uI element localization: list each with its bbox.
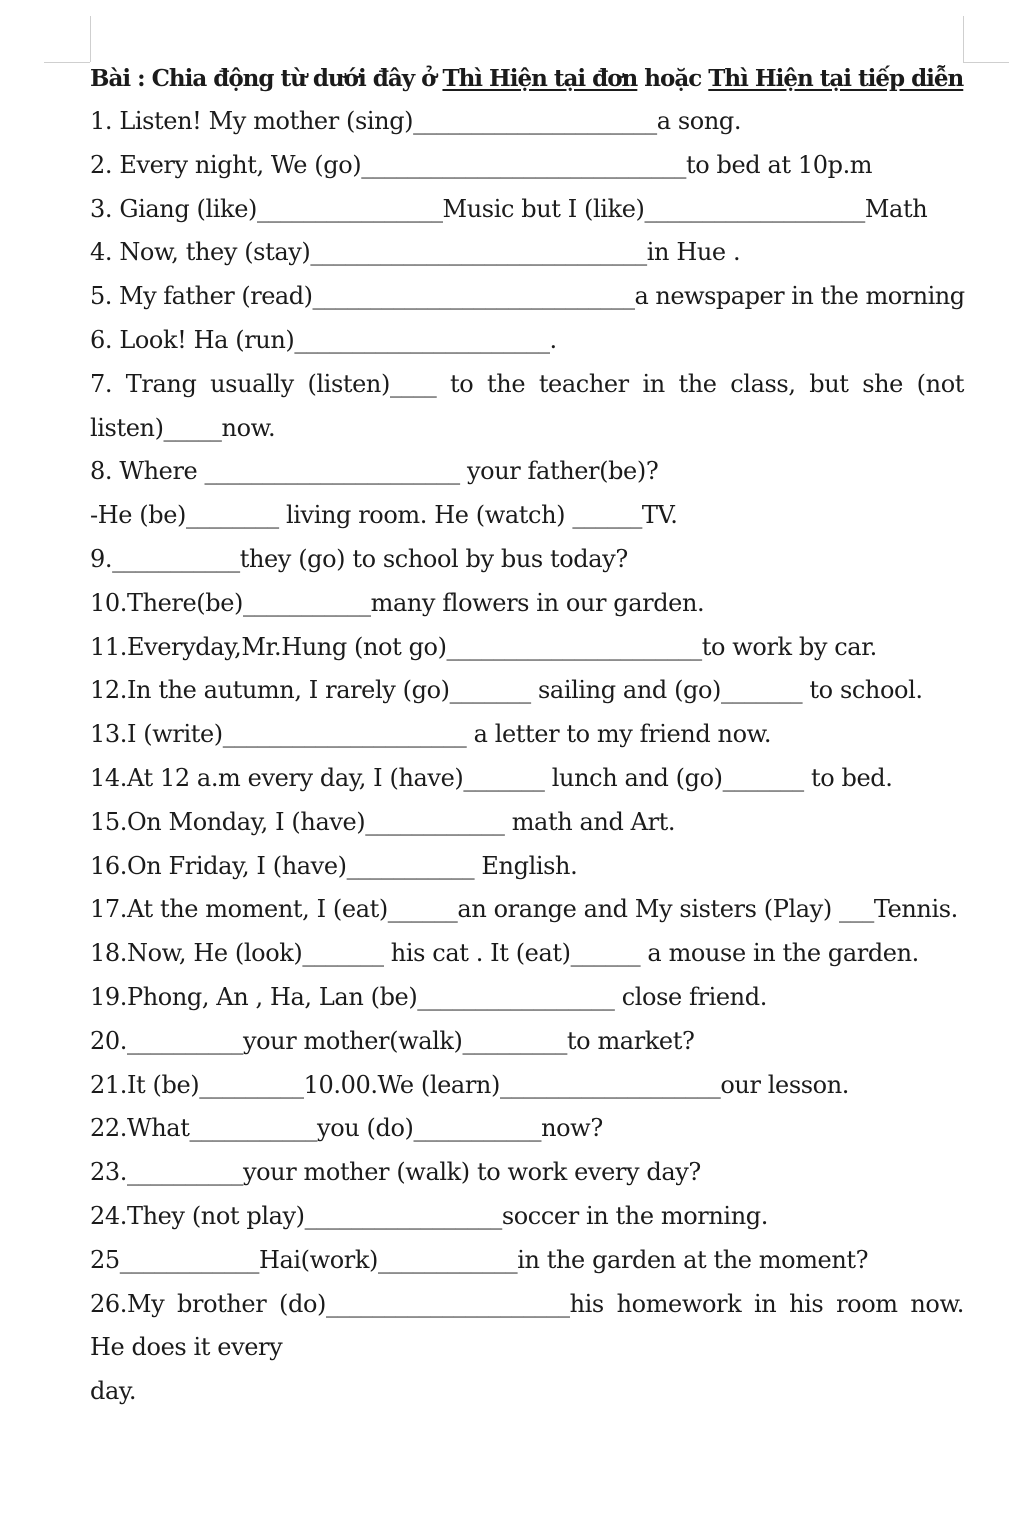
exercise-line-17: 17.At the moment, I (eat)______an orange and My sisters (Play) ___Tennis. xyxy=(90,895,958,924)
title-tense-simple-present: Thì Hiện tại đơn xyxy=(442,65,638,92)
exercise-line-20: 20.__________your mother(walk)_________to market? xyxy=(90,1026,695,1055)
exercise-line-22: 22.What___________you (do)___________now? xyxy=(90,1114,603,1143)
exercise-line-3: 3. Giang (like)________________Music but I (like)___________________Math xyxy=(90,194,928,223)
exercise-line-18: 18.Now, He (look)_______ his cat . It (eat)______ a mouse in the garden. xyxy=(90,939,919,968)
exercise-line-1: 1. Listen! My mother (sing)_____________________a song. xyxy=(90,107,742,135)
title-prefix: Bài : Chia động từ dưới đây ở xyxy=(90,65,443,92)
title-tense-present-continuous: Thì Hiện tại tiếp diễn xyxy=(708,65,964,92)
exercise-line-8: 8. Where ______________________ your father(be)? xyxy=(90,457,659,486)
page-corner-mark xyxy=(44,62,90,63)
exercise-line-26: 26.My brother (do)_____________________his homework in his room now. xyxy=(90,1289,964,1318)
exercise-line-25: 25____________Hai(work)____________in the garden at the moment? xyxy=(90,1245,869,1274)
exercise-line-7-continued: listen)_____now. xyxy=(90,413,276,442)
exercise-line-11: 11.Everyday,Mr.Hung (not go)______________________to work by car. xyxy=(90,632,877,661)
exercise-content xyxy=(90,60,964,1414)
exercise-line-21: 21.It (be)_________10.00.We (learn)___________________our lesson. xyxy=(90,1070,849,1099)
exercise-line-16: 16.On Friday, I (have)___________ English. xyxy=(90,851,578,880)
exercise-line-12: 12.In the autumn, I rarely (go)_______ sailing and (go)_______ to school. xyxy=(90,676,923,705)
exercise-line-5: 5. My father (read)____________________________a newspaper in the morning xyxy=(90,282,965,311)
exercise-line-13: 13.I (write)_____________________ a letter to my friend now. xyxy=(90,720,772,749)
exercise-line-19: 19.Phong, An , Ha, Lan (be)_________________ close friend. xyxy=(90,982,767,1011)
exercise-line-10: 10.There(be)___________many flowers in our garden. xyxy=(90,588,705,617)
exercise-line-2: 2. Every night, We (go)____________________________to bed at 10p.m xyxy=(90,150,873,179)
exercise-line-14: 14.At 12 a.m every day, I (have)_______ lunch and (go)_______ to bed. xyxy=(90,763,893,792)
exercise-title xyxy=(90,60,964,100)
exercise-line-24: 24.They (not play)_________________soccer in the morning. xyxy=(90,1201,768,1230)
exercise-line-7: 7. Trang usually (listen)____ to the teacher in the class, but she (not xyxy=(90,369,964,398)
exercise-line-23: 23.__________your mother (walk) to work every day? xyxy=(90,1158,701,1187)
exercise-line-6: 6. Look! Ha (run)______________________. xyxy=(90,325,557,354)
exercise-line-9: 9.___________they (go) to school by bus today? xyxy=(90,544,628,573)
page-corner-mark xyxy=(963,16,964,62)
exercise-line-26-end: day. xyxy=(90,1377,137,1406)
page-corner-mark xyxy=(963,62,1009,63)
exercise-line-26-continued: He does it every xyxy=(90,1333,283,1362)
exercise-line-8-answer: -He (be)________ living room. He (watch) ______TV. xyxy=(90,501,678,530)
title-connector: hoặc xyxy=(637,65,709,92)
page-corner-mark xyxy=(90,16,91,62)
exercise-line-4: 4. Now, they (stay)_____________________________in Hue . xyxy=(90,238,741,267)
exercise-line-15: 15.On Monday, I (have)____________ math and Art. xyxy=(90,807,676,836)
